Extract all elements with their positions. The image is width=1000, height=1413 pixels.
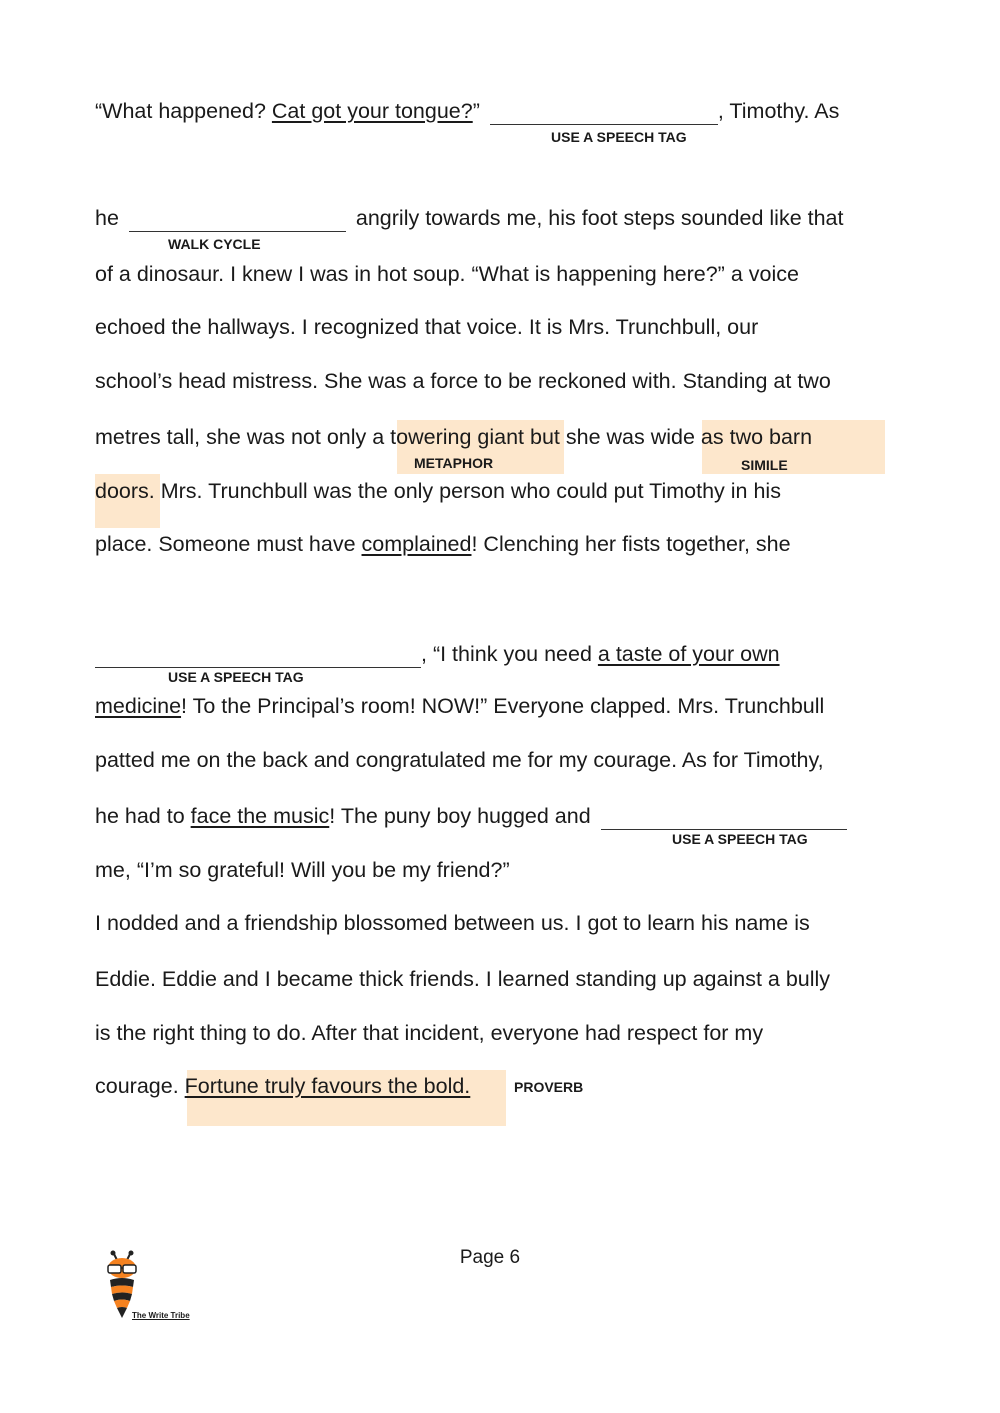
text-line-6: metres tall, she was not only a towering giant but she was wide as two barn [95,425,813,449]
tag-speech-2: USE A SPEECH TAG [168,669,304,685]
speech-tag-blank-3[interactable] [601,807,847,830]
speech-tag-blank-1[interactable] [490,102,718,125]
simile-phrase-end: doors. [95,479,155,503]
speech-tag-blank-2[interactable] [95,645,421,668]
text-line-14: I nodded and a friendship blossomed between us. I got to learn his name is [95,911,810,935]
text-line-7: doors. Mrs. Trunchbull was the only person who could put Timothy in his [95,479,781,503]
idiom-medicine: medicine [95,694,182,718]
text-line-12: he had to face the music! The puny boy hugged and [95,802,847,830]
text-line-10: medicine! To the Principal’s room! NOW!” Everyone clapped. Mrs. Trunchbull [95,694,825,718]
text-line-15: Eddie. Eddie and I became thick friends. I learned standing up against a bully [95,967,831,991]
proverb-phrase: Fortune truly favours the bold. [184,1074,471,1098]
walk-cycle-blank[interactable] [129,209,346,232]
text-line-13: me, “I’m so grateful! Will you be my friend?” [95,858,510,882]
tag-simile: SIMILE [741,457,788,473]
idiom-taste-of-your-own: a taste of your own [597,642,780,666]
tag-walk-cycle: WALK CYCLE [168,236,261,252]
idiom-face-the-music: face the music [190,804,330,828]
tag-speech-1: USE A SPEECH TAG [551,129,687,145]
text-line-17: courage. Fortune truly favours the bold. [95,1074,471,1098]
text-line-4: echoed the hallways. I recognized that voice. It is Mrs. Trunchbull, our [95,315,759,339]
text-line-2: he angrily towards me, his foot steps sounded like that [95,206,844,230]
text-line-5: school’s head mistress. She was a force to be reckoned with. Standing at two [95,369,831,393]
metaphor-phrase: a towering giant [372,425,525,449]
text-line-3: of a dinosaur. I knew I was in hot soup. “What is happening here?” a voice [95,262,799,286]
text-line-11: patted me on the back and congratulated me for my courage. As for Timothy, [95,748,824,772]
page-number: Page 6 [459,1247,521,1268]
text-line-9: , “I think you need a taste of your own [95,640,780,668]
logo-text: The Write Tribe [132,1311,190,1320]
text-line-1: “What happened? Cat got your tongue?” , Timothy. As [95,99,840,123]
text-line-16: is the right thing to do. After that incident, everyone had respect for my [95,1021,764,1045]
tag-metaphor: METAPHOR [414,455,494,471]
text-line-8: place. Someone must have complained! Clenching her fists together, she [95,532,791,556]
tag-proverb: PROVERB [514,1079,584,1095]
idiom-cat-got-your-tongue: Cat got your tongue? [271,99,473,123]
simile-phrase: wide as two barn [650,425,813,449]
tag-speech-3: USE A SPEECH TAG [672,831,808,847]
word-complained: complained [361,532,472,556]
